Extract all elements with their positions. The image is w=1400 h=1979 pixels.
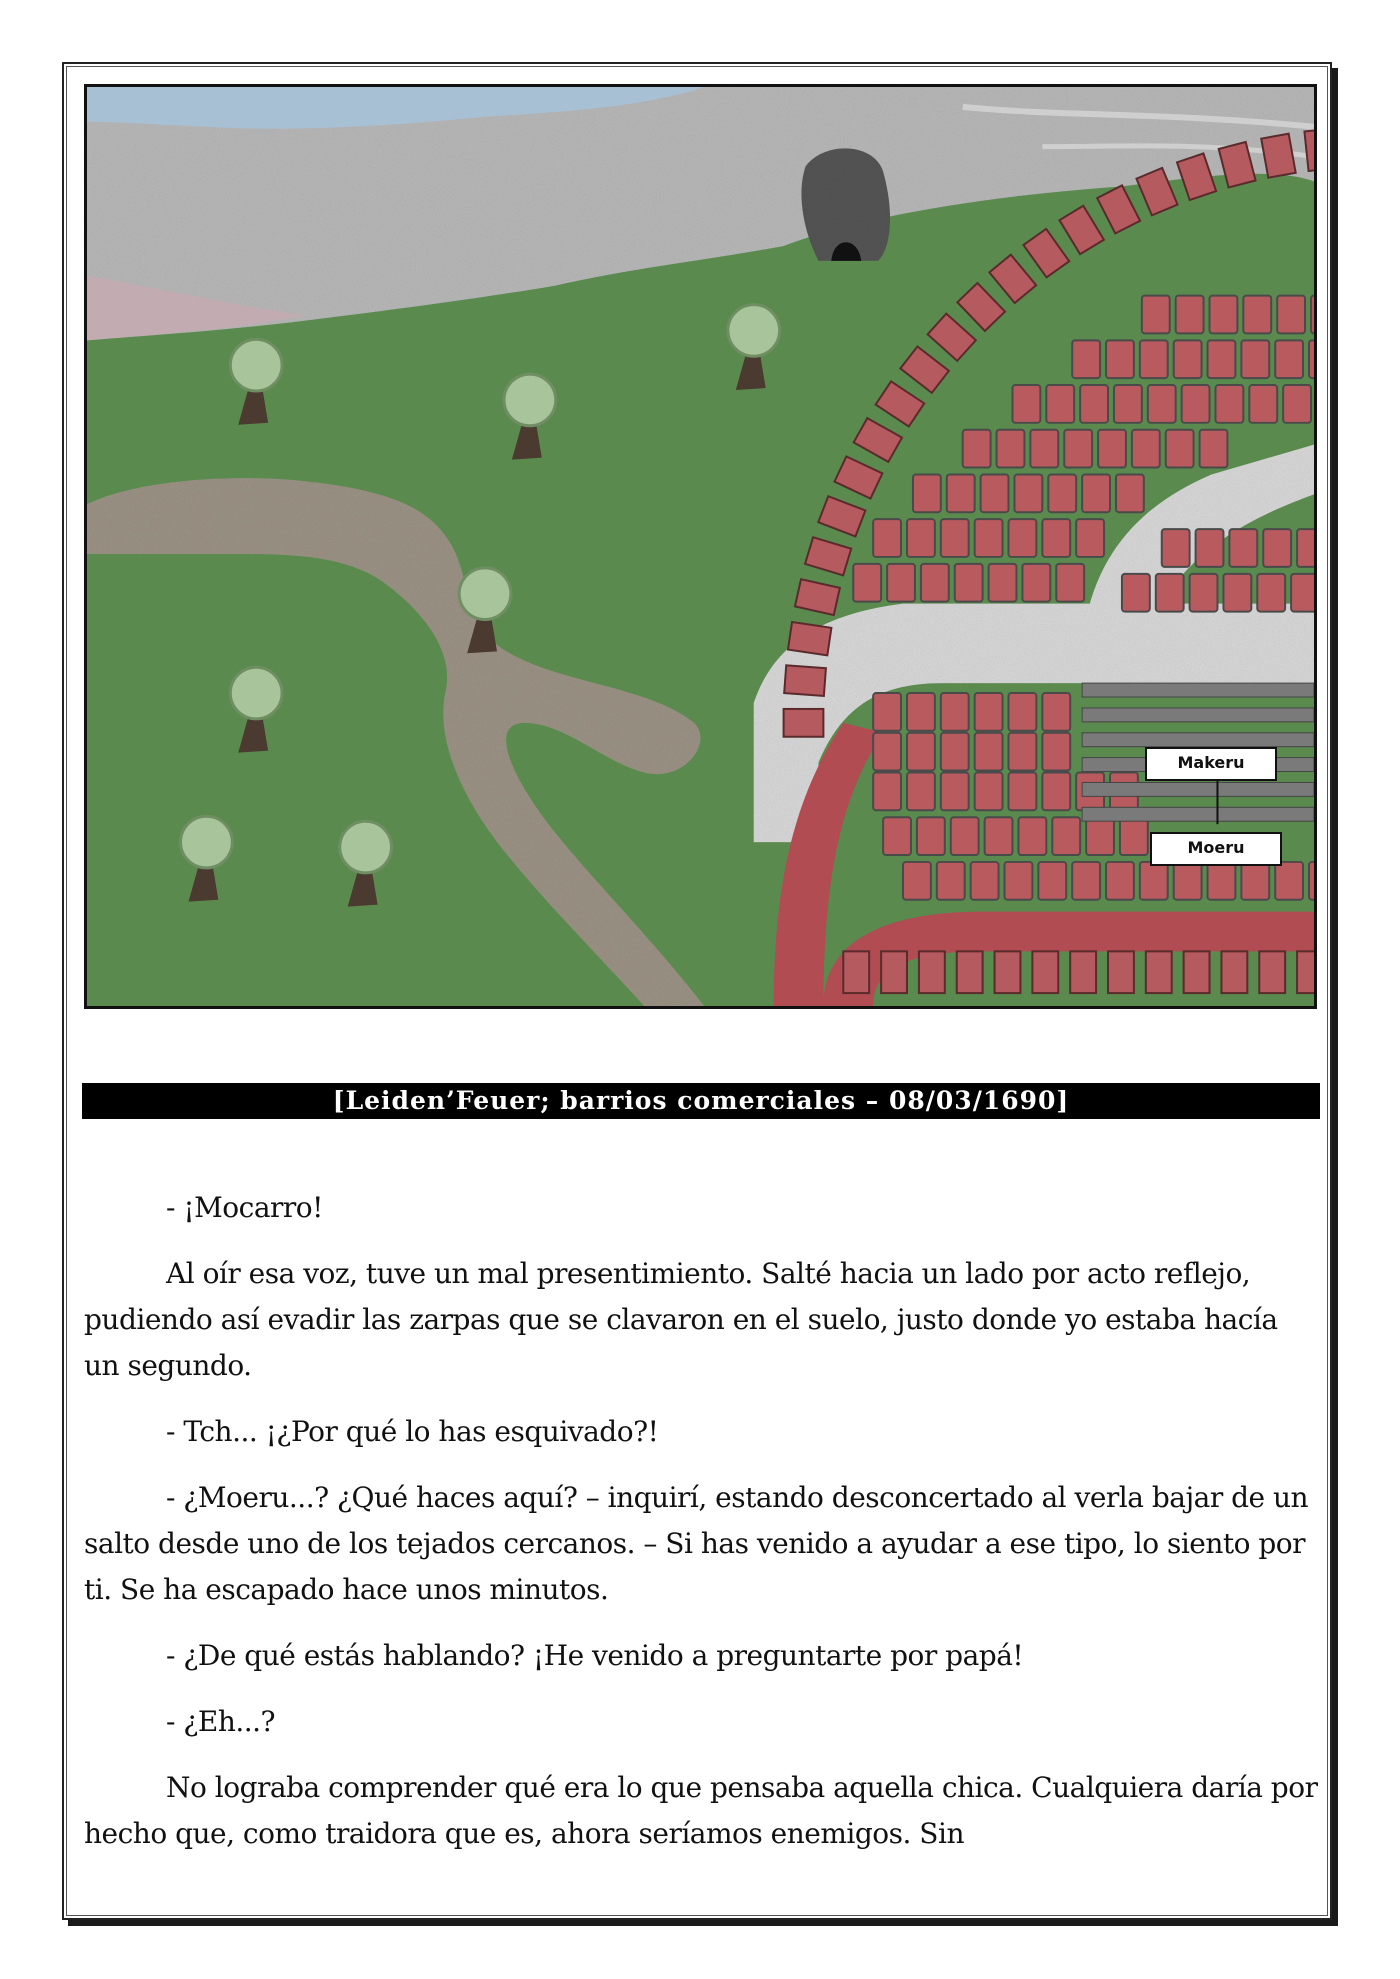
house <box>1182 385 1210 423</box>
house <box>907 519 935 557</box>
house <box>1215 385 1243 423</box>
house <box>1042 519 1070 557</box>
house <box>1200 430 1228 468</box>
wall-tower <box>919 951 945 993</box>
house <box>981 474 1009 512</box>
house <box>873 519 901 557</box>
market-stall-row <box>1082 782 1314 796</box>
house <box>1042 773 1070 811</box>
house <box>907 773 935 811</box>
house <box>1114 385 1142 423</box>
house <box>975 733 1003 771</box>
house <box>1166 430 1194 468</box>
house <box>873 773 901 811</box>
wall-tower <box>788 622 831 655</box>
house <box>1018 817 1046 855</box>
house <box>1208 340 1236 378</box>
wall-tower <box>1221 951 1247 993</box>
house <box>1263 529 1291 567</box>
market-stall-row <box>1082 708 1314 722</box>
house <box>1275 340 1303 378</box>
paragraph: Al oír esa voz, tuve un mal presentimiento. Salté hacia un lado por acto reflejo, pudiendo así evadir las zarpas que se clavaron en el suelo, justo donde yo estaba hacía un segundo. <box>84 1257 1278 1382</box>
house <box>1243 296 1271 334</box>
house <box>1008 733 1036 771</box>
house <box>1291 574 1314 612</box>
house <box>1116 474 1144 512</box>
wall-tower <box>1261 134 1295 178</box>
house <box>1076 519 1104 557</box>
house <box>963 430 991 468</box>
wall-tower <box>1070 951 1096 993</box>
market-stall-row <box>1082 683 1314 697</box>
paragraph: No lograba comprender qué era lo que pensaba aquella chica. Cualquiera daría por hecho que, como traidora que es, ahora seríamos enemigos. Sin <box>84 1771 1318 1850</box>
story-text <box>84 1185 1320 1877</box>
house <box>1012 385 1040 423</box>
house <box>1122 574 1150 612</box>
house <box>1014 474 1042 512</box>
house <box>1056 564 1084 602</box>
house <box>1309 340 1314 378</box>
house <box>941 733 969 771</box>
paragraph: - Tch... ¡¿Por qué lo has esquivado?! <box>166 1415 659 1448</box>
paragraph: - ¿Moeru...? ¿Qué haces aquí? – inquirí, estando desconcertado al verla bajar de un salto desde uno de los tejados cercanos. – Si has venido a ayudar a ese tipo, lo siento por ti. Se ha escapado hace unos minutos. <box>84 1481 1309 1606</box>
house <box>1223 574 1251 612</box>
house <box>989 564 1017 602</box>
house <box>1249 385 1277 423</box>
house <box>903 862 931 900</box>
house <box>1283 385 1311 423</box>
house <box>951 817 979 855</box>
wall-tower <box>1032 951 1058 993</box>
house <box>1038 862 1066 900</box>
house <box>1005 862 1033 900</box>
house <box>887 564 915 602</box>
wall-tower <box>843 951 869 993</box>
house <box>937 862 965 900</box>
market-stall-row <box>1082 807 1314 821</box>
house <box>975 519 1003 557</box>
house <box>1008 519 1036 557</box>
house <box>1022 564 1050 602</box>
house <box>1297 529 1314 567</box>
house <box>1046 385 1074 423</box>
house <box>941 519 969 557</box>
paragraph: - ¿Eh...? <box>166 1705 276 1738</box>
house <box>1148 385 1176 423</box>
house <box>947 474 975 512</box>
wall-tower <box>957 951 983 993</box>
house <box>975 773 1003 811</box>
paragraph: - ¡Mocarro! <box>166 1191 323 1224</box>
house <box>1042 733 1070 771</box>
wall-tower <box>1108 951 1134 993</box>
house <box>1229 529 1257 567</box>
market-stall-row <box>1082 733 1314 747</box>
house <box>1080 385 1108 423</box>
house <box>1106 862 1134 900</box>
house <box>1106 340 1134 378</box>
house <box>1140 340 1168 378</box>
map-label-moeru: Moeru <box>1150 832 1282 866</box>
wall-tower <box>1297 951 1314 993</box>
house <box>1064 430 1092 468</box>
house <box>1162 529 1190 567</box>
house <box>1176 296 1204 334</box>
house <box>883 817 911 855</box>
house <box>1210 296 1238 334</box>
house <box>907 733 935 771</box>
house <box>913 474 941 512</box>
scene-caption: [Leiden’Feuer; barrios comerciales – 08/03/1690] <box>82 1083 1320 1119</box>
house <box>1098 430 1126 468</box>
house <box>1311 296 1314 334</box>
house <box>1008 773 1036 811</box>
house <box>1140 862 1168 900</box>
house <box>873 693 901 731</box>
house <box>873 733 901 771</box>
house <box>941 693 969 731</box>
house <box>971 862 999 900</box>
house <box>1241 862 1269 900</box>
house <box>1309 862 1314 900</box>
house <box>1142 296 1170 334</box>
house <box>1030 430 1058 468</box>
map-label-makeru: Makeru <box>1145 747 1277 781</box>
house <box>1190 574 1218 612</box>
house <box>1052 817 1080 855</box>
wall-tower <box>881 951 907 993</box>
wall-tower <box>1184 951 1210 993</box>
house <box>1072 862 1100 900</box>
house <box>921 564 949 602</box>
house <box>975 693 1003 731</box>
wall-tower <box>784 665 826 696</box>
house <box>1072 340 1100 378</box>
house <box>1241 340 1269 378</box>
house <box>1132 430 1160 468</box>
house <box>1275 862 1303 900</box>
house <box>1277 296 1305 334</box>
house <box>1082 474 1110 512</box>
house <box>1174 340 1202 378</box>
house <box>917 817 945 855</box>
house <box>1208 862 1236 900</box>
house <box>1008 693 1036 731</box>
wall-tower <box>1146 951 1172 993</box>
house <box>853 564 881 602</box>
house <box>1042 693 1070 731</box>
wall-tower <box>784 709 824 737</box>
house <box>1086 817 1114 855</box>
house <box>941 773 969 811</box>
house <box>1120 817 1148 855</box>
map-drawing <box>87 87 1314 1006</box>
house <box>1156 574 1184 612</box>
wall-tower <box>995 951 1021 993</box>
house <box>1174 862 1202 900</box>
house <box>955 564 983 602</box>
wall-tower <box>1259 951 1285 993</box>
house <box>985 817 1013 855</box>
house <box>1196 529 1224 567</box>
paragraph: - ¿De qué estás hablando? ¡He venido a preguntarte por papá! <box>166 1639 1024 1672</box>
house <box>1048 474 1076 512</box>
house <box>1257 574 1285 612</box>
house <box>997 430 1025 468</box>
town-map-illustration <box>84 84 1317 1009</box>
house <box>907 693 935 731</box>
